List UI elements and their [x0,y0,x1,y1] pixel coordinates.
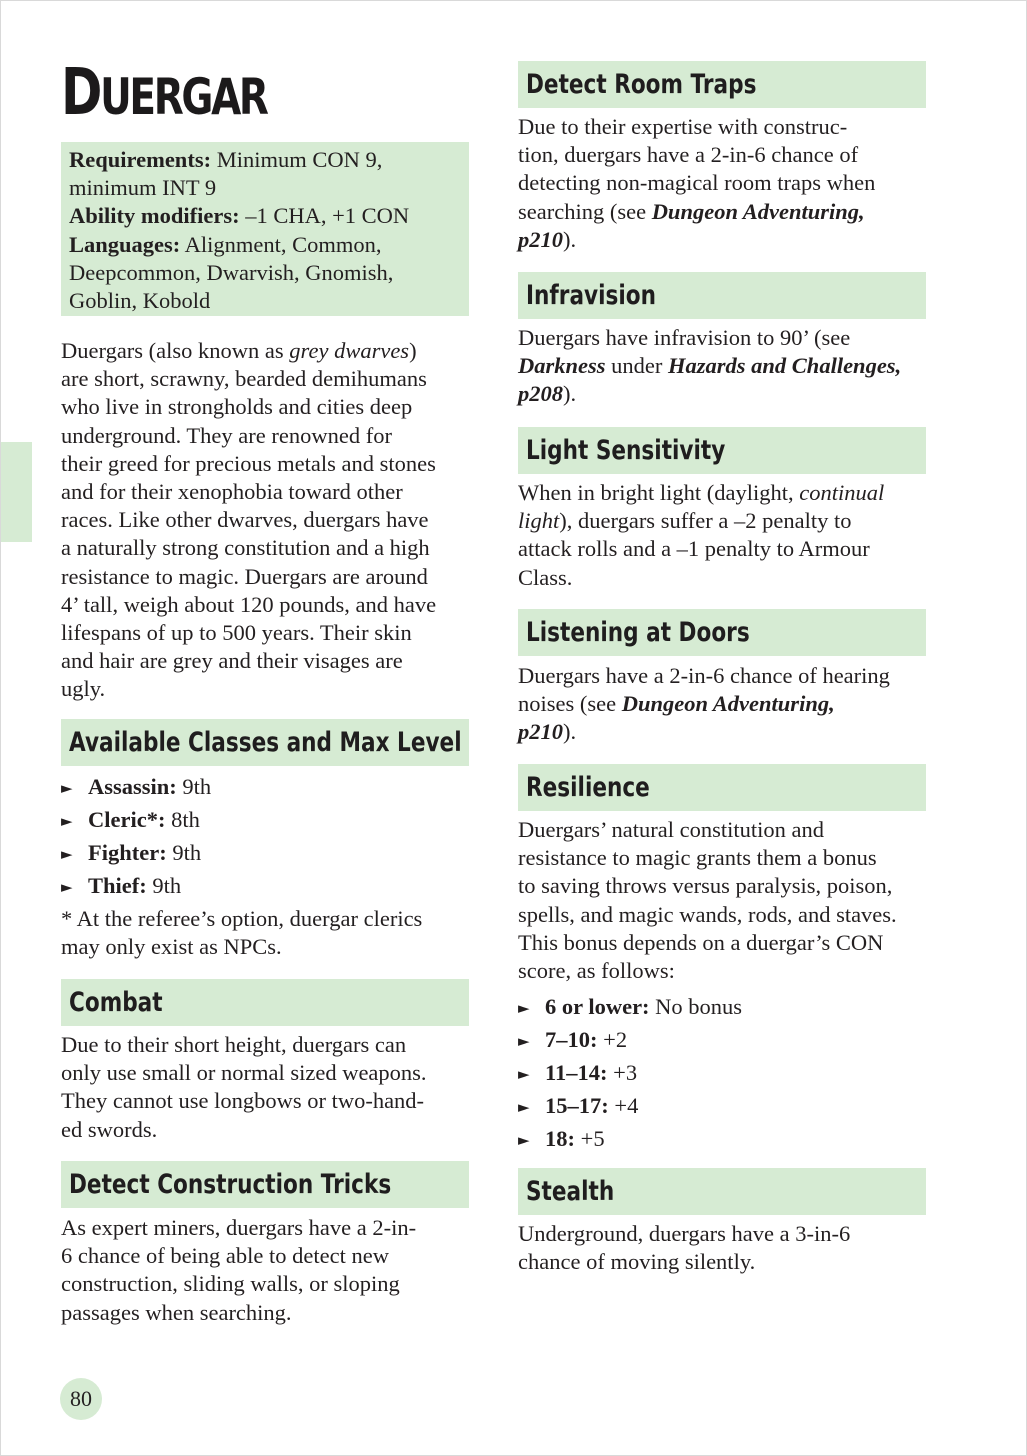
listening-heading: Listening at Doors [518,609,926,656]
bullet-icon: ► [518,1065,530,1083]
combat-heading: Combat [61,979,469,1026]
page-number: 80 [60,1378,102,1420]
bullet-icon: ► [61,845,73,863]
requirements-value-cont: minimum INT 9 [69,175,217,201]
construction-heading: Detect Construction Tricks [61,1161,469,1208]
classes-note: * At the referee’s option, duergar clerics may only exist as NPCs. [61,906,423,960]
ability-modifiers-label: Ability modifiers: [69,203,240,229]
list-item: ► Fighter: 9th [61,836,211,869]
list-item: ► Assassin: 9th [61,770,211,803]
chapter-side-tab [1,442,32,542]
light-sensitivity-heading: Light Sensitivity [518,427,926,474]
title-rest: UERGAR [100,68,267,126]
list-item: ► Cleric*: 8th [61,803,211,836]
list-item: ► 15–17: +4 [518,1089,742,1122]
languages-value-cont: Deepcommon, Dwarvish, Gnomish, [69,259,394,285]
requirements-value: Minimum CON 9, [216,147,383,172]
languages-value: Alignment, Common, [184,231,382,257]
page-title [61,53,267,137]
listening-paragraph: Duergars have a 2-in-6 chance of hearing noises (see Dungeon Adventuring, p210). [518,663,890,745]
bullet-icon: ► [518,1098,530,1116]
list-item: ► 11–14: +3 [518,1056,742,1089]
traps-paragraph: Due to their expertise with construc- tion, duergars have a 2-in-6 chance of detecting non-magical room traps when searching (see Dungeon Adventuring, p210). [518,114,876,252]
resilience-paragraph: Duergars’ natural constitution and resistance to magic grants them a bonus to saving throws versus paralysis, poison, spells, and magic wands, rods, and staves. This bonus depends on a duergar’s CON score, as follows: [518,817,897,984]
list-item: ► 18: +5 [518,1122,742,1155]
list-item: ► 7–10: +2 [518,1023,742,1056]
bullet-icon: ► [61,812,73,830]
resilience-heading: Resilience [518,764,926,811]
list-item: ► 6 or lower: No bonus [518,990,742,1023]
requirements-box [61,142,469,316]
bullet-icon: ► [518,999,530,1017]
stealth-heading: Stealth [518,1168,926,1215]
infravision-paragraph: Duergars have infravision to 90’ (see Darkness under Hazards and Challenges, p208). [518,325,902,407]
infravision-heading: Infravision [518,272,926,319]
requirements-label: Requirements: [69,147,212,172]
combat-paragraph: Due to their short height, duergars can only use small or normal sized weapons. They cannot use longbows or two-hand- ed swords. [61,1032,427,1142]
traps-heading: Detect Room Traps [518,61,926,108]
languages-value-cont2: Goblin, Kobold [69,288,211,314]
list-item: ► Thief: 9th [61,869,211,902]
intro-paragraph: Duergars (also known as grey dwarves) are short, scrawny, bearded demihumans who live in strongholds and cities deep underground. They are renowned for their greed for precious metals and stones and for their xenophobia toward other races. Like other dwarves, duergars have a naturally strong constitution and a high resistance to magic. Duergars are around 4’ tall, weigh about 120 pounds, and have lifespans of up to 500 years. Their skin and hair are grey and their visages are ugly. [61,338,437,702]
title-initial: D [61,56,101,130]
construction-paragraph: As expert miners, duergars have a 2-in- 6 chance of being able to detect new construction, sliding walls, or sloping passages when searching. [61,1215,417,1325]
ability-modifiers-value: –1 CHA, +1 CON [245,203,410,229]
light-sensitivity-paragraph: When in bright light (daylight, continual light), duergars suffer a –2 penalty to attack rolls and a –1 penalty to Armour Class. [518,480,885,590]
bullet-icon: ► [61,878,73,896]
classes-heading: Available Classes and Max Level [61,719,469,766]
bullet-icon: ► [61,779,73,797]
stealth-paragraph: Underground, duergars have a 3-in-6 chance of moving silently. [518,1221,851,1275]
bullet-icon: ► [518,1032,530,1050]
classes-list [61,770,211,902]
bullet-icon: ► [518,1131,530,1149]
resilience-list [518,990,742,1155]
languages-label: Languages: [69,231,181,257]
